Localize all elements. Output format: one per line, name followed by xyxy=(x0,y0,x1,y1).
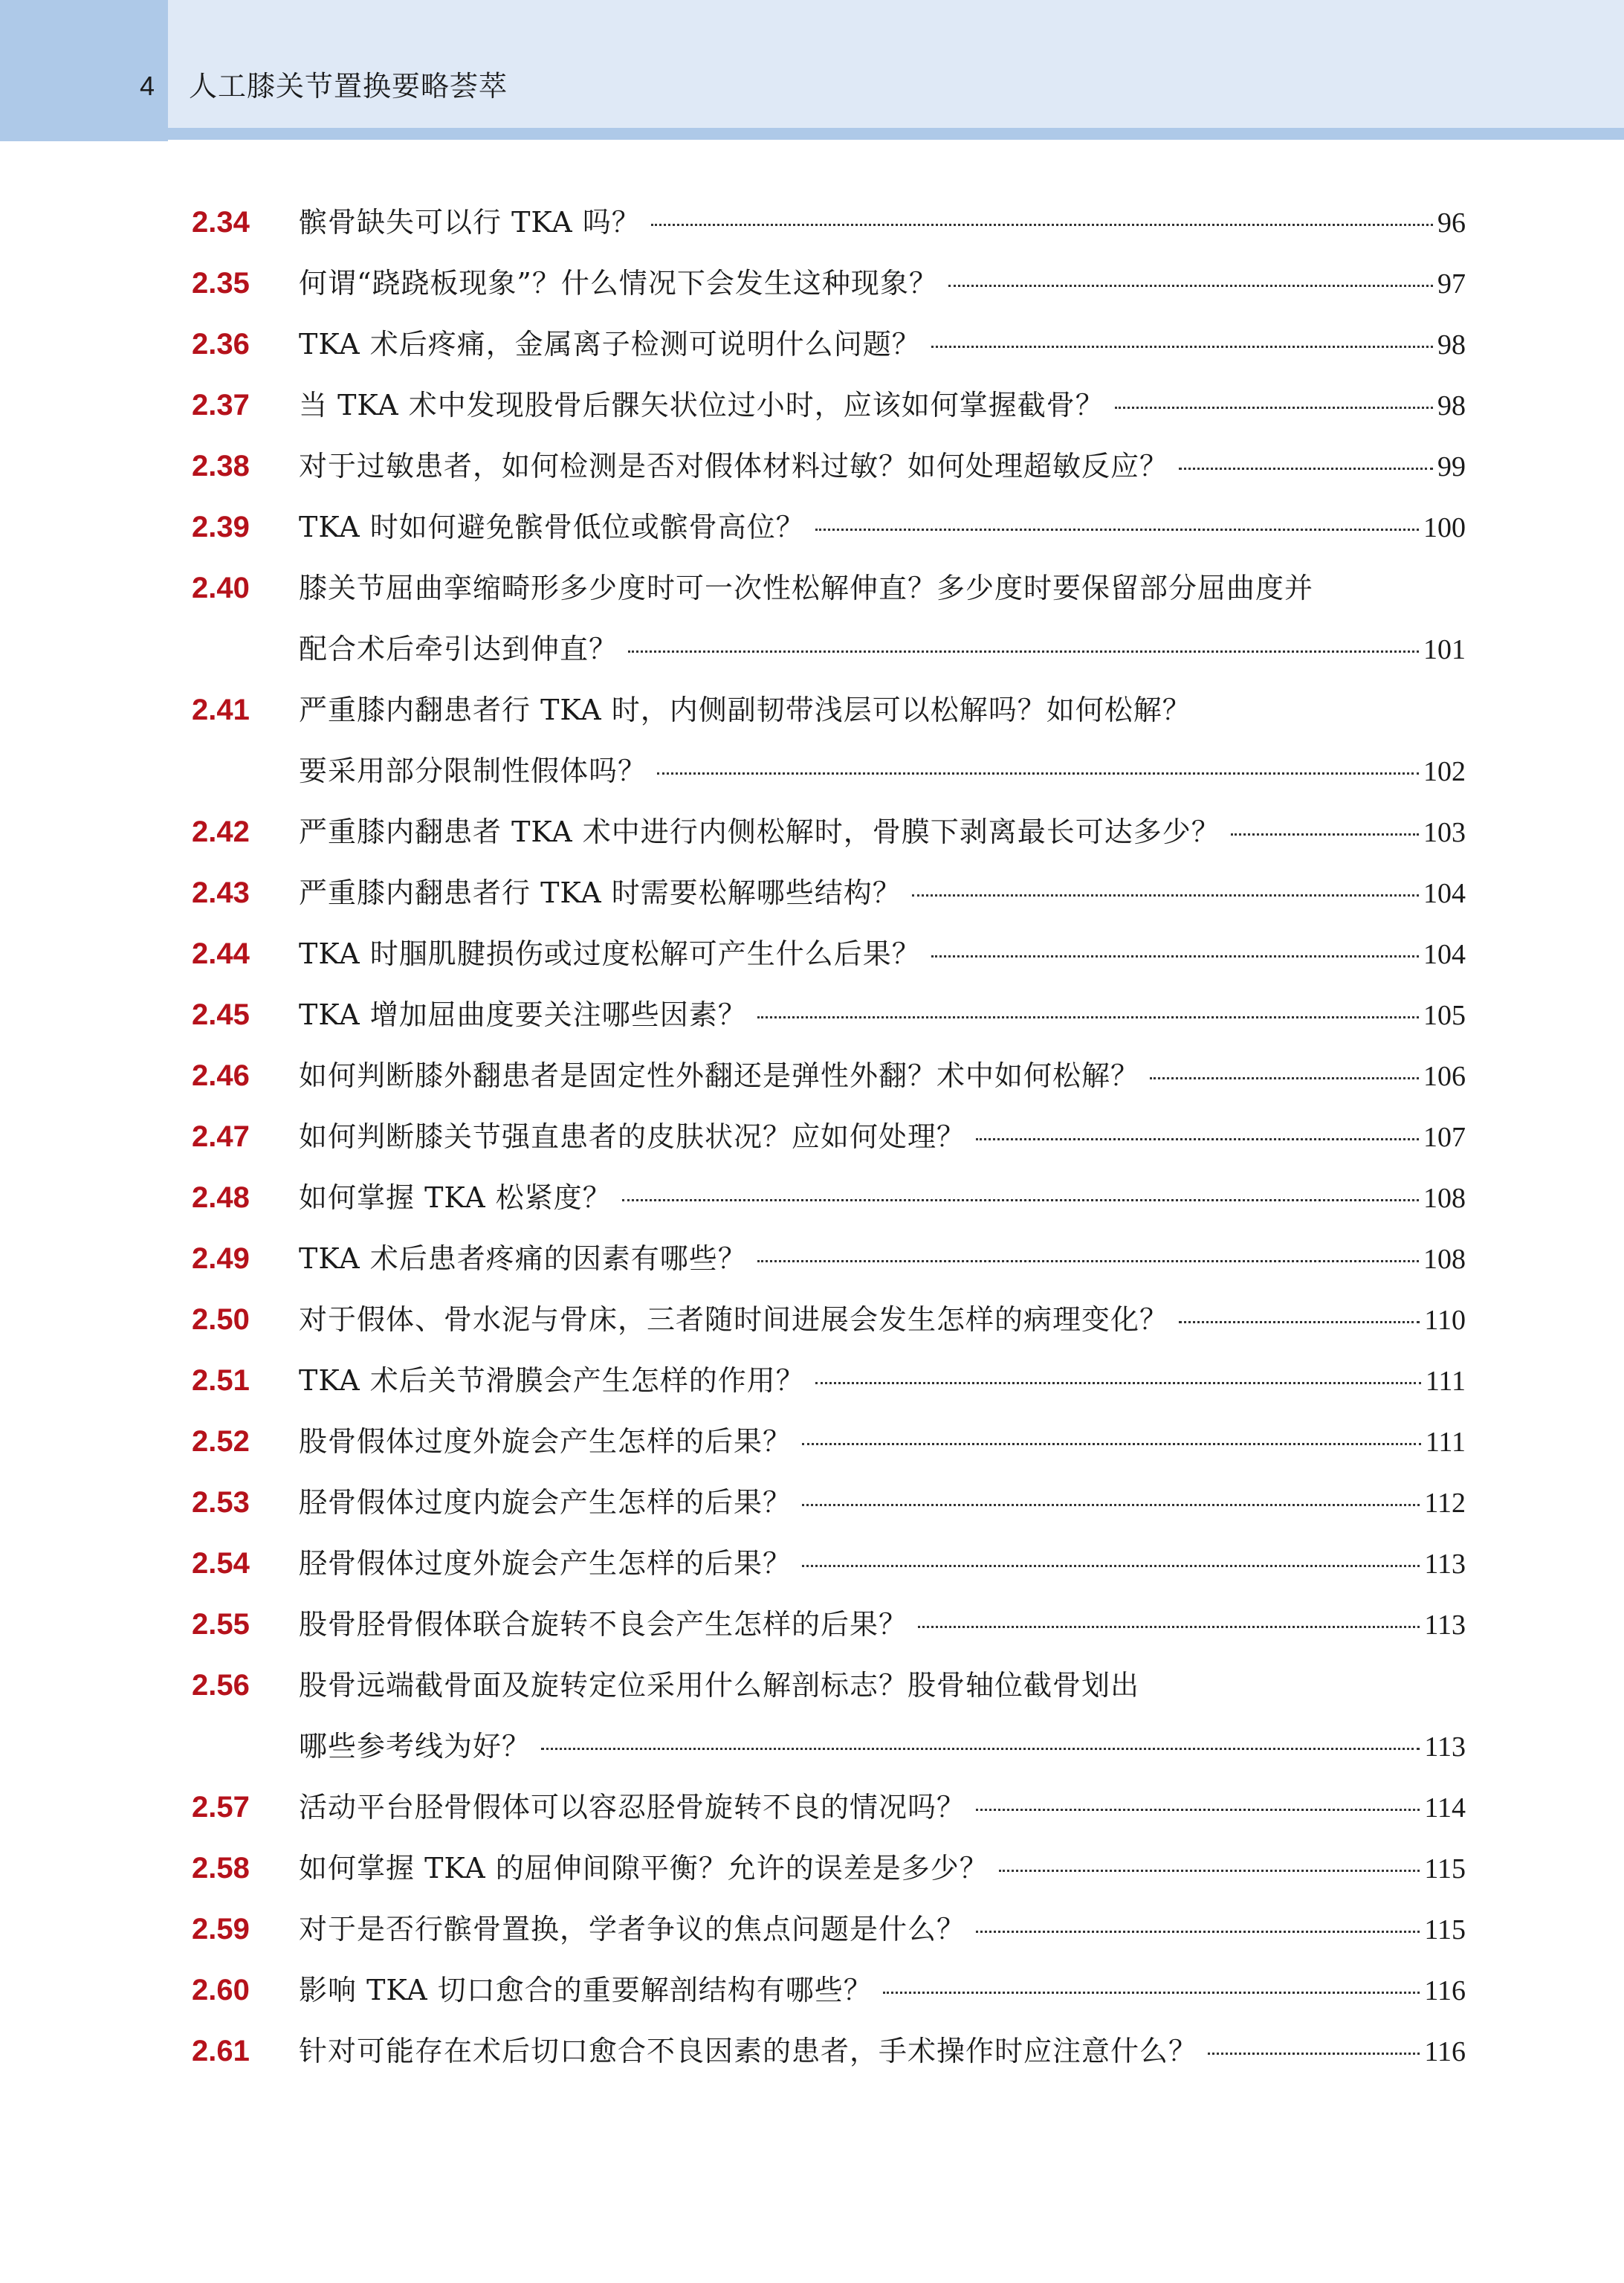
toc-dot-leader xyxy=(628,650,1419,653)
table-of-contents xyxy=(192,192,1466,2082)
toc-entry-number: 2.60 xyxy=(192,1974,250,2006)
toc-entry-number: 2.51 xyxy=(192,1364,250,1397)
toc-entry-number: 2.50 xyxy=(192,1303,250,1336)
toc-entry-title: 股骨胫骨假体联合旋转不良会产生怎样的后果？ xyxy=(299,1608,908,1641)
toc-entry-line xyxy=(299,862,1466,923)
toc-entry-page: 116 xyxy=(1424,1975,1466,2006)
toc-entry[interactable] xyxy=(192,1228,1466,1289)
toc-entry-title: 当 TKA 术中发现股骨后髁矢状位过小时，应该如何掌握截骨？ xyxy=(299,389,1104,422)
toc-entry-continuation[interactable] xyxy=(192,1716,1466,1777)
toc-entry-title: TKA 术后患者疼痛的因素有哪些？ xyxy=(299,1242,747,1275)
toc-entry[interactable] xyxy=(192,1594,1466,1655)
toc-dot-leader xyxy=(651,224,1433,226)
toc-entry-number: 2.55 xyxy=(192,1608,250,1641)
toc-entry-title: 对于假体、骨水泥与骨床，三者随时间进展会发生怎样的病理变化？ xyxy=(299,1303,1169,1336)
toc-entry-title: TKA 时腘肌腱损伤或过度松解可产生什么后果？ xyxy=(299,937,921,970)
toc-entry-title: 何谓“跷跷板现象”？什么情况下会发生这种现象？ xyxy=(299,267,938,300)
toc-entry-line xyxy=(299,1411,1466,1472)
toc-entry-title: TKA 术后关节滑膜会产生怎样的作用？ xyxy=(299,1364,805,1397)
toc-dot-leader xyxy=(976,1809,1420,1811)
toc-entry-title: 针对可能存在术后切口愈合不良因素的患者，手术操作时应注意什么？ xyxy=(299,2035,1198,2067)
toc-dot-leader xyxy=(622,1199,1419,1201)
toc-dot-leader xyxy=(918,1626,1420,1628)
toc-entry-line xyxy=(299,1228,1466,1289)
toc-entry-title: 配合术后牵引达到伸直？ xyxy=(299,633,618,665)
toc-entry[interactable] xyxy=(192,1472,1466,1533)
toc-entry-page: 98 xyxy=(1437,390,1466,422)
toc-entry-number: 2.34 xyxy=(192,206,250,239)
toc-entry-line xyxy=(299,1899,1466,1960)
toc-entry-title: 对于是否行髌骨置换，学者争议的焦点问题是什么？ xyxy=(299,1913,966,1945)
toc-entry-page: 111 xyxy=(1425,1366,1466,1397)
toc-entry-page: 98 xyxy=(1437,329,1466,361)
toc-entry[interactable] xyxy=(192,862,1466,923)
toc-entry[interactable] xyxy=(192,497,1466,558)
toc-entry-line xyxy=(299,1960,1466,2021)
toc-entry-page: 102 xyxy=(1423,756,1466,787)
toc-dot-leader xyxy=(815,529,1419,531)
page-number: 4 xyxy=(140,71,155,101)
toc-dot-leader xyxy=(883,1992,1420,1994)
toc-entry-title: 如何掌握 TKA 松紧度？ xyxy=(299,1181,612,1214)
toc-entry-number: 2.53 xyxy=(192,1486,250,1519)
toc-entry-line xyxy=(299,1289,1466,1350)
toc-entry-number: 2.36 xyxy=(192,328,250,361)
toc-entry[interactable] xyxy=(192,558,1466,619)
toc-entry-title: 严重膝内翻患者行 TKA 时，内侧副韧带浅层可以松解吗？如何松解？ xyxy=(299,694,1191,726)
toc-entry-line xyxy=(299,1106,1466,1167)
toc-entry-page: 108 xyxy=(1423,1183,1466,1214)
toc-entry-page: 96 xyxy=(1437,207,1466,239)
toc-entry-number: 2.52 xyxy=(192,1425,250,1458)
toc-entry-page: 113 xyxy=(1424,1549,1466,1580)
toc-entry[interactable] xyxy=(192,192,1466,253)
toc-entry-number: 2.59 xyxy=(192,1913,250,1945)
toc-entry-line xyxy=(299,192,1466,253)
toc-entry[interactable] xyxy=(192,1533,1466,1594)
toc-entry-title: 哪些参考线为好？ xyxy=(299,1730,531,1763)
toc-entry-page: 101 xyxy=(1423,634,1466,665)
toc-entry-title: 胫骨假体过度外旋会产生怎样的后果？ xyxy=(299,1547,792,1580)
toc-entry-page: 111 xyxy=(1425,1427,1466,1458)
toc-entry-title: 活动平台胫骨假体可以容忍胫骨旋转不良的情况吗？ xyxy=(299,1791,966,1824)
toc-dot-leader xyxy=(976,1931,1420,1933)
toc-entry-page: 114 xyxy=(1424,1792,1466,1824)
toc-entry[interactable] xyxy=(192,1655,1466,1716)
toc-entry-title: 严重膝内翻患者 TKA 术中进行内侧松解时，骨膜下剥离最长可达多少？ xyxy=(299,816,1220,848)
toc-entry-number: 2.37 xyxy=(192,389,250,422)
toc-entry[interactable] xyxy=(192,253,1466,314)
toc-entry-title: 对于过敏患者，如何检测是否对假体材料过敏？如何处理超敏反应？ xyxy=(299,450,1169,482)
toc-entry-continuation[interactable] xyxy=(192,619,1466,679)
toc-entry-page: 113 xyxy=(1424,1609,1466,1641)
toc-entry-number: 2.58 xyxy=(192,1852,250,1885)
toc-entry-number: 2.46 xyxy=(192,1059,250,1092)
toc-entry-line xyxy=(299,314,1466,375)
header-band xyxy=(0,0,1624,134)
toc-dot-leader xyxy=(802,1504,1420,1506)
toc-entry-number: 2.35 xyxy=(192,267,250,300)
toc-entry-title: 影响 TKA 切口愈合的重要解剖结构有哪些？ xyxy=(299,1974,873,2006)
toc-entry-line xyxy=(299,1533,1466,1594)
toc-entry[interactable] xyxy=(192,1411,1466,1472)
toc-entry[interactable] xyxy=(192,2021,1466,2082)
toc-entry-title: TKA 增加屈曲度要关注哪些因素？ xyxy=(299,998,747,1031)
toc-entry-page: 105 xyxy=(1423,1000,1466,1031)
toc-entry-number: 2.49 xyxy=(192,1242,250,1275)
toc-dot-leader xyxy=(1208,2053,1420,2055)
toc-entry-number: 2.39 xyxy=(192,511,250,543)
toc-entry-line xyxy=(299,558,1466,619)
toc-entry-page: 106 xyxy=(1423,1061,1466,1092)
toc-entry-number: 2.61 xyxy=(192,2035,250,2067)
toc-entry-page: 104 xyxy=(1423,878,1466,909)
header-rule xyxy=(168,128,1624,140)
toc-entry-page: 110 xyxy=(1424,1305,1466,1336)
toc-entry-line xyxy=(299,1838,1466,1899)
toc-entry[interactable] xyxy=(192,679,1466,740)
toc-entry-number: 2.56 xyxy=(192,1669,250,1702)
toc-entry-line xyxy=(299,923,1466,984)
toc-entry-line xyxy=(299,436,1466,497)
toc-entry-page: 116 xyxy=(1424,2036,1466,2067)
toc-entry-number: 2.43 xyxy=(192,876,250,909)
toc-entry-page: 103 xyxy=(1423,817,1466,848)
toc-dot-leader xyxy=(657,772,1419,775)
toc-entry[interactable] xyxy=(192,1838,1466,1899)
toc-entry-page: 112 xyxy=(1424,1488,1466,1519)
toc-entry-page: 100 xyxy=(1423,512,1466,543)
toc-entry-line xyxy=(299,1716,1466,1777)
toc-entry-page: 108 xyxy=(1423,1244,1466,1275)
toc-entry-page: 99 xyxy=(1437,451,1466,482)
toc-entry-line xyxy=(299,801,1466,862)
toc-entry[interactable] xyxy=(192,1106,1466,1167)
toc-dot-leader xyxy=(1115,407,1433,409)
toc-entry[interactable] xyxy=(192,923,1466,984)
toc-entry-title: 要采用部分限制性假体吗？ xyxy=(299,755,647,787)
toc-entry[interactable] xyxy=(192,1899,1466,1960)
toc-dot-leader xyxy=(999,1870,1420,1872)
toc-dot-leader xyxy=(541,1748,1420,1750)
toc-dot-leader xyxy=(931,955,1419,958)
toc-entry[interactable] xyxy=(192,1350,1466,1411)
toc-dot-leader xyxy=(757,1016,1419,1018)
toc-entry-page: 97 xyxy=(1437,268,1466,300)
toc-entry-line xyxy=(299,497,1466,558)
toc-dot-leader xyxy=(1231,833,1419,836)
toc-entry-title: 胫骨假体过度内旋会产生怎样的后果？ xyxy=(299,1486,792,1519)
toc-dot-leader xyxy=(912,894,1419,897)
toc-entry-line xyxy=(299,1045,1466,1106)
toc-entry-title: TKA 时如何避免髌骨低位或髌骨高位？ xyxy=(299,511,805,543)
toc-entry-title: 膝关节屈曲挛缩畸形多少度时可一次性松解伸直？多少度时要保留部分屈曲度并 xyxy=(299,572,1314,604)
toc-entry-number: 2.57 xyxy=(192,1791,250,1824)
toc-entry[interactable] xyxy=(192,436,1466,497)
toc-entry-title: 如何判断膝外翻患者是固定性外翻还是弹性外翻？术中如何松解？ xyxy=(299,1059,1140,1092)
toc-dot-leader xyxy=(1179,1321,1420,1323)
toc-entry-title: 如何掌握 TKA 的屈伸间隙平衡？允许的误差是多少？ xyxy=(299,1852,989,1885)
book-title: 人工膝关节置换要略荟萃 xyxy=(189,70,508,103)
toc-entry-number: 2.42 xyxy=(192,816,250,848)
toc-dot-leader xyxy=(815,1382,1421,1384)
toc-entry-line xyxy=(299,984,1466,1045)
toc-dot-leader xyxy=(802,1565,1420,1567)
toc-entry-line xyxy=(299,619,1466,679)
toc-entry-line xyxy=(299,740,1466,801)
toc-entry-line xyxy=(299,1472,1466,1533)
toc-dot-leader xyxy=(948,285,1433,287)
toc-entry[interactable] xyxy=(192,1960,1466,2021)
toc-dot-leader xyxy=(802,1443,1421,1445)
toc-entry-continuation[interactable] xyxy=(192,740,1466,801)
toc-dot-leader xyxy=(931,346,1433,348)
toc-entry[interactable] xyxy=(192,1777,1466,1838)
toc-entry[interactable] xyxy=(192,1045,1466,1106)
toc-entry-line xyxy=(299,1350,1466,1411)
toc-entry-number: 2.47 xyxy=(192,1120,250,1153)
toc-entry-number: 2.45 xyxy=(192,998,250,1031)
toc-entry-number: 2.48 xyxy=(192,1181,250,1214)
toc-entry-title: 严重膝内翻患者行 TKA 时需要松解哪些结构？ xyxy=(299,876,902,909)
toc-entry-title: 如何判断膝关节强直患者的皮肤状况？应如何处理？ xyxy=(299,1120,966,1153)
toc-entry-title: 股骨假体过度外旋会产生怎样的后果？ xyxy=(299,1425,792,1458)
toc-entry-line xyxy=(299,1594,1466,1655)
toc-entry-line xyxy=(299,1167,1466,1228)
toc-entry-number: 2.54 xyxy=(192,1547,250,1580)
toc-dot-leader xyxy=(757,1260,1419,1262)
toc-entry-title: 髌骨缺失可以行 TKA 吗？ xyxy=(299,206,641,239)
toc-entry-number: 2.38 xyxy=(192,450,250,482)
toc-dot-leader xyxy=(1150,1077,1419,1079)
toc-entry-page: 115 xyxy=(1424,1853,1466,1885)
toc-entry-number: 2.44 xyxy=(192,937,250,970)
toc-entry-title: TKA 术后疼痛，金属离子检测可说明什么问题？ xyxy=(299,328,921,361)
toc-entry[interactable] xyxy=(192,375,1466,436)
toc-entry[interactable] xyxy=(192,1289,1466,1350)
toc-entry[interactable] xyxy=(192,314,1466,375)
toc-dot-leader xyxy=(976,1138,1419,1140)
toc-entry-line xyxy=(299,679,1466,740)
toc-entry-number: 2.41 xyxy=(192,694,250,726)
toc-entry-page: 107 xyxy=(1423,1122,1466,1153)
toc-entry[interactable] xyxy=(192,1167,1466,1228)
toc-entry-page: 104 xyxy=(1423,939,1466,970)
toc-entry-line xyxy=(299,1777,1466,1838)
toc-entry-title: 股骨远端截骨面及旋转定位采用什么解剖标志？股骨轴位截骨划出 xyxy=(299,1669,1140,1702)
toc-dot-leader xyxy=(1179,468,1433,470)
toc-entry-line xyxy=(299,1655,1466,1716)
toc-entry-line xyxy=(299,2021,1466,2082)
toc-entry-line xyxy=(299,253,1466,314)
toc-entry-number: 2.40 xyxy=(192,572,250,604)
toc-entry-page: 113 xyxy=(1424,1731,1466,1763)
toc-entry-line xyxy=(299,375,1466,436)
toc-entry[interactable] xyxy=(192,801,1466,862)
toc-entry[interactable] xyxy=(192,984,1466,1045)
toc-entry-page: 115 xyxy=(1424,1914,1466,1945)
